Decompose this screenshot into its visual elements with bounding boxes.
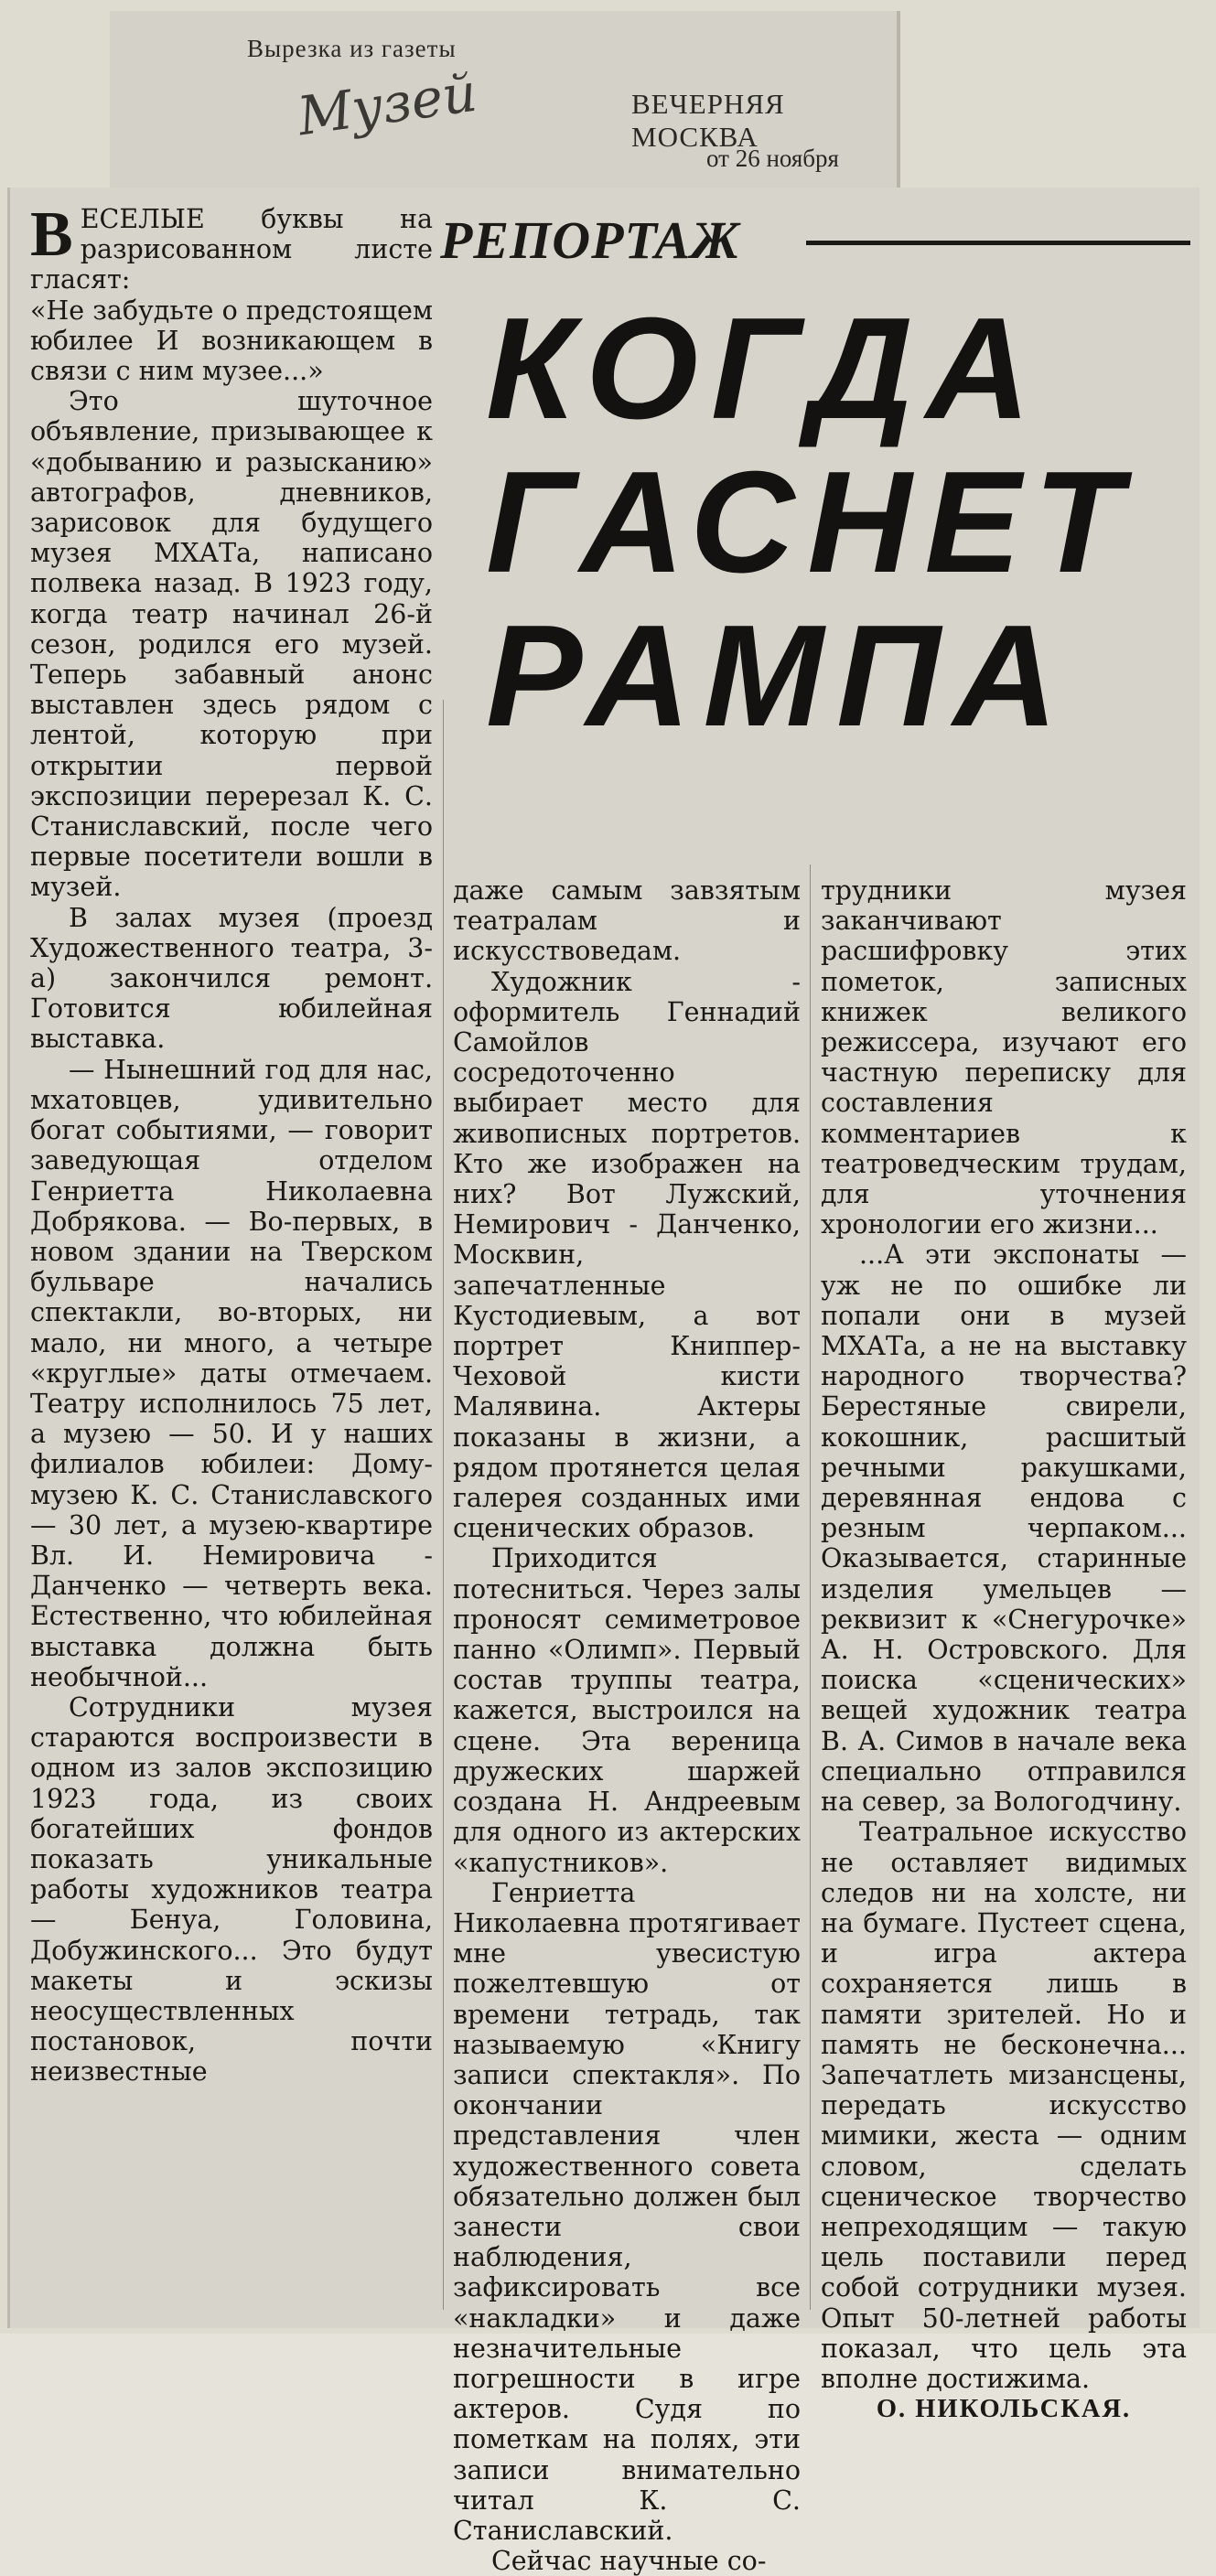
- headline-line-1: КОГДА: [486, 288, 1044, 449]
- rubric-rule: [806, 241, 1190, 245]
- paragraph: Театральное искусство не оставляет видимых следов ни на холсте, ни на бумаге. Пустеет сцена, и игра актера сохраняется лишь в памяти зрителей. Но и память не бесконечна... Запечатлеть мизансцены, передать искусство мимики, жеста — одним словом, сделать сценическое творчество непреходящим — такую цель поставили перед собой сотрудники музея. Опыт 50-летней работы показал, что цель эта вполне достижима.: [821, 1817, 1187, 2394]
- article-column-2: [453, 875, 801, 2576]
- newspaper-clipping: [7, 188, 1200, 2576]
- column-rule: [810, 864, 811, 2310]
- paragraph: Генриетта Николаевна протягивает мне увесистую пожелтевшую от времени тетрадь, так называемую «Книгу записи спектакля». По окончании представления член художественного совета обязательно должен был занести свои наблюдения, зафиксировать все «накладки» и даже незначительные погрешности в игре актеров. Судя по пометкам на полях, эти записи внимательно читал К. С. Станиславский.: [453, 1877, 801, 2546]
- article-column-1: [30, 199, 433, 2088]
- newspaper-name: ВЕЧЕРНЯЯ МОСКВА: [631, 88, 785, 153]
- source-slip: [110, 11, 900, 194]
- paragraph: В залах музея (проезд Художественного театра, 3-а) закончился ремонт. Готовится юбилейная выставка.: [30, 902, 433, 1055]
- paragraph: Художник - оформитель Геннадий Самойлов сосредоточенно выбирает место для живописных портретов. Кто же изображен на них? Вот Лужский, Немирович - Данченко, Москвин, запечатленные Кустодиевым, а вот портрет Книппер-Чеховой кисти Малявина. Актеры показаны в жизни, а рядом протянется целая галерея созданных ими сценических образов.: [453, 966, 801, 1544]
- paragraph: даже самым завзятым театралам и искусствоведам.: [453, 875, 801, 967]
- paragraph: Приходится потесниться. Через залы проносят семиметровое панно «Олимп». Первый состав труппы театра, кажется, выстроился на сцене. Эта вереница дружеских шаржей создана Н. Андреевым для одного из актерских «капустников».: [453, 1543, 801, 1878]
- handwritten-note: Музей: [294, 60, 481, 148]
- paragraph: трудники музея заканчивают расшифровку этих пометок, записных книжек великого режиссера, изучают его частную переписку для составления комментариев к театроведческим трудам, для уточнения хронологии его жизни...: [821, 875, 1187, 1240]
- clipping-label: Вырезка из газеты: [247, 35, 457, 62]
- rubric-label: РЕПОРТАЖ: [440, 210, 741, 270]
- publication-date: от 26 ноября: [706, 145, 839, 172]
- paragraph: Сотрудники музея стараются воспроизвести в одном из залов экспозицию 1923 года, из своих богатейших фондов показать уникальные работы художников театра — Бенуа, Головина, Добужинского... Это будут макеты и эскизы неосуществленных постановок, почти неизвестные: [30, 1691, 433, 2088]
- paragraph: Это шуточное объявление, призывающее к «добыванию и разысканию» автографов, дневников, зарисовок для будущего музея МХАТа, написано полвека назад. В 1923 году, когда театр начинал 26-й сезон, родился его музей. Теперь забавный анонс выставлен здесь рядом с лентой, которую при открытии первой экспозиции перерезал К. С. Станиславский, после чего первые посетители вошли в музей.: [30, 386, 433, 903]
- author-signature: О. НИКОЛЬСКАЯ.: [876, 2395, 1132, 2424]
- column-rule: [443, 700, 444, 2310]
- paragraph: — Нынешний год для нас, мхатовцев, удивительно богат событиями, — говорит заведующая отделом Генриетта Николаевна Добрякова. — Во-первых, в новом здании на Тверском бульваре начались спектакли, во-вторых, ни мало, ни много, а четыре «круглые» даты отмечаем. Театру исполнилось 75 лет, а музею — 50. И у наших филиалов юбилеи: Дому-музею К. С. Станиславского — 30 лет, а музею-квартире Вл. И. Немировича - Данченко — четверть века. Естественно, что юбилейная выставка должна быть необычной...: [30, 1054, 433, 1692]
- drop-cap: В: [30, 199, 73, 270]
- headline-line-2: ГАСНЕТ: [486, 442, 1135, 603]
- quoted-verse: «Не забудьте о предстоящем юбилее И возникающем в связи с ним музее...»: [30, 295, 433, 387]
- headline-line-3: РАМПА: [486, 596, 1071, 757]
- lead-text: ЕСЕЛЫЕ буквы на разрисованном листе гласят:: [30, 204, 433, 295]
- paragraph: ...А эти экспонаты — уж не по ошибке ли попали они в музей МХАТа, а не на выставку народного творчества? Берестяные свирели, кокошник, расшитый речными ракушками, деревянная ендова с резным черпаком... Оказывается, старинные изделия умельцев — реквизит к «Снегурочке» А. Н. Островского. Для поиска «сценических» вещей художник театра В. А. Симов в начале века специально отправился на север, за Вологодчину.: [821, 1240, 1187, 1818]
- article-column-3: [821, 875, 1187, 2424]
- paragraph: Сейчас научные со-: [491, 2546, 767, 2576]
